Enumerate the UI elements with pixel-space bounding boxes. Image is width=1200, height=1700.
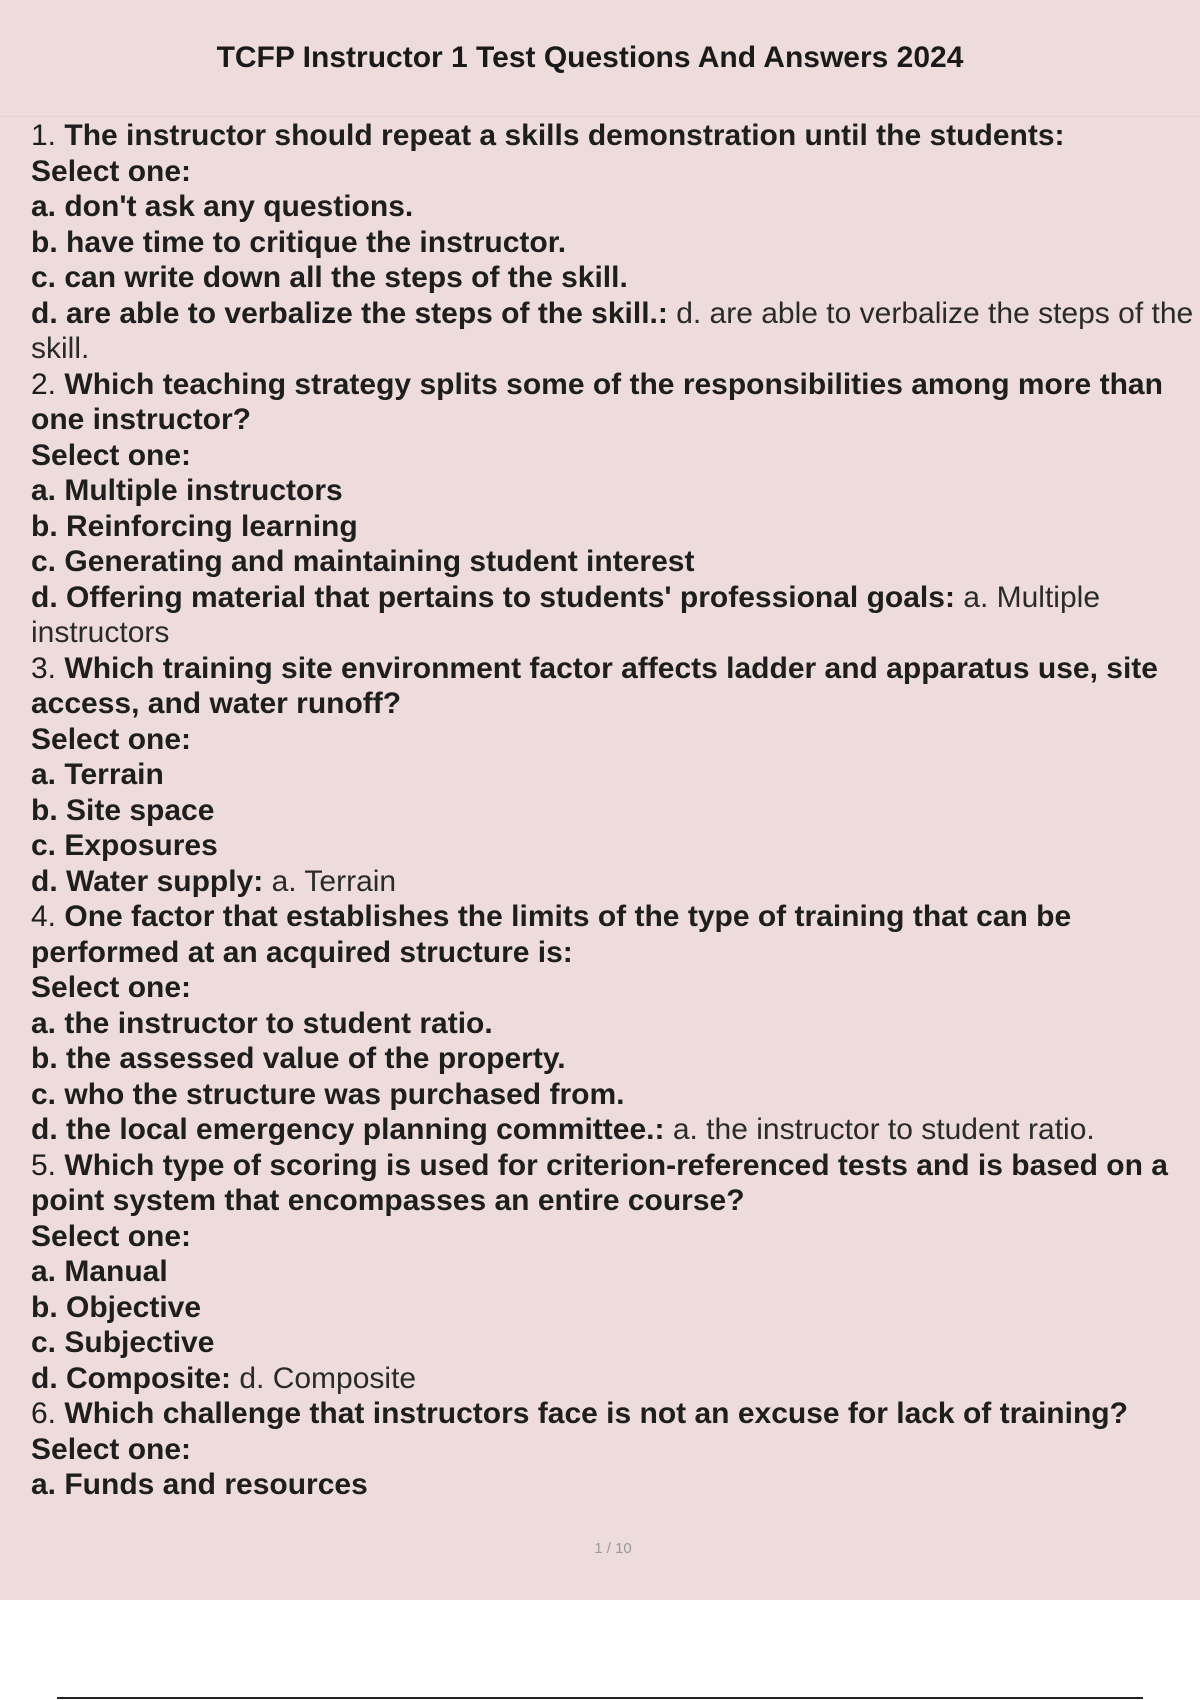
option-d: d. are able to verbalize the steps of the skill.: d. are able to verbalize the steps of the skill. xyxy=(31,296,1194,365)
select-one-label: Select one: xyxy=(31,1432,192,1466)
page-number: 1 / 10 xyxy=(594,1540,632,1557)
question-text: 6. Which challenge that instructors face is not an excuse for lack of training? xyxy=(31,1397,1128,1430)
question-block-5 xyxy=(31,1148,1197,1397)
select-one-label: Select one: xyxy=(31,154,192,188)
option-d: d. Water supply: a. Terrain xyxy=(31,864,397,898)
answer-text: d. are able to verbalize the steps of the skill. xyxy=(31,296,1194,365)
option-a: a. the instructor to student ratio. xyxy=(31,1006,493,1040)
option-a: a. Manual xyxy=(31,1255,168,1288)
option-b: b. have time to critique the instructor. xyxy=(31,225,567,259)
question-text: 3. Which training site environment factor affects ladder and apparatus use, site access, and water runoff? xyxy=(31,651,1158,720)
option-d: d. Composite: d. Composite xyxy=(31,1361,417,1395)
select-one-label: Select one: xyxy=(31,722,192,756)
option-a: a. Funds and resources xyxy=(31,1468,368,1501)
option-c: c. can write down all the steps of the skill. xyxy=(31,261,628,294)
question-block-2 xyxy=(31,367,1197,651)
select-one-label: Select one: xyxy=(31,971,192,1004)
option-d: d. the local emergency planning committee.: a. the instructor to student ratio. xyxy=(31,1113,1095,1146)
question-text: 2. Which teaching strategy splits some of the responsibilities among more than one instructor? xyxy=(31,367,1163,436)
select-one-label: Select one: xyxy=(31,438,192,472)
questions-list xyxy=(31,118,1197,1503)
answer-text: d. Composite xyxy=(239,1361,417,1395)
question-text: 1. The instructor should repeat a skills demonstration until the students: xyxy=(31,119,1065,152)
select-one-label: Select one: xyxy=(31,1219,192,1253)
option-a: a. don't ask any questions. xyxy=(31,190,414,223)
option-a: a. Terrain xyxy=(31,758,164,791)
question-block-3 xyxy=(31,651,1197,900)
option-c: c. Generating and maintaining student interest xyxy=(31,545,695,578)
option-d: d. Offering material that pertains to students' professional goals: a. Multiple instructors xyxy=(31,580,1101,649)
title-divider xyxy=(0,116,1200,117)
footer-divider xyxy=(57,1697,1143,1699)
question-text: 4. One factor that establishes the limits of the type of training that can be performed at an acquired structure is: xyxy=(31,900,1072,969)
question-block-1 xyxy=(31,118,1197,367)
option-c: c. Exposures xyxy=(31,829,218,862)
option-b: b. Objective xyxy=(31,1290,202,1324)
question-block-6 xyxy=(31,1396,1197,1503)
option-c: c. Subjective xyxy=(31,1326,215,1359)
question-text: 5. Which type of scoring is used for criterion-referenced tests and is based on a point system that encompasses an entire course? xyxy=(31,1148,1168,1217)
option-a: a. Multiple instructors xyxy=(31,474,343,507)
answer-text: a. Terrain xyxy=(271,864,397,898)
option-c: c. who the structure was purchased from. xyxy=(31,1077,625,1111)
option-b: b. Site space xyxy=(31,793,215,827)
option-b: b. the assessed value of the property. xyxy=(31,1042,566,1075)
answer-text: a. Multiple instructors xyxy=(31,580,1101,649)
option-b: b. Reinforcing learning xyxy=(31,509,358,543)
question-block-4 xyxy=(31,899,1197,1148)
answer-text: a. the instructor to student ratio. xyxy=(672,1113,1095,1146)
document-title: TCFP Instructor 1 Test Questions And Answers 2024 xyxy=(216,41,964,74)
